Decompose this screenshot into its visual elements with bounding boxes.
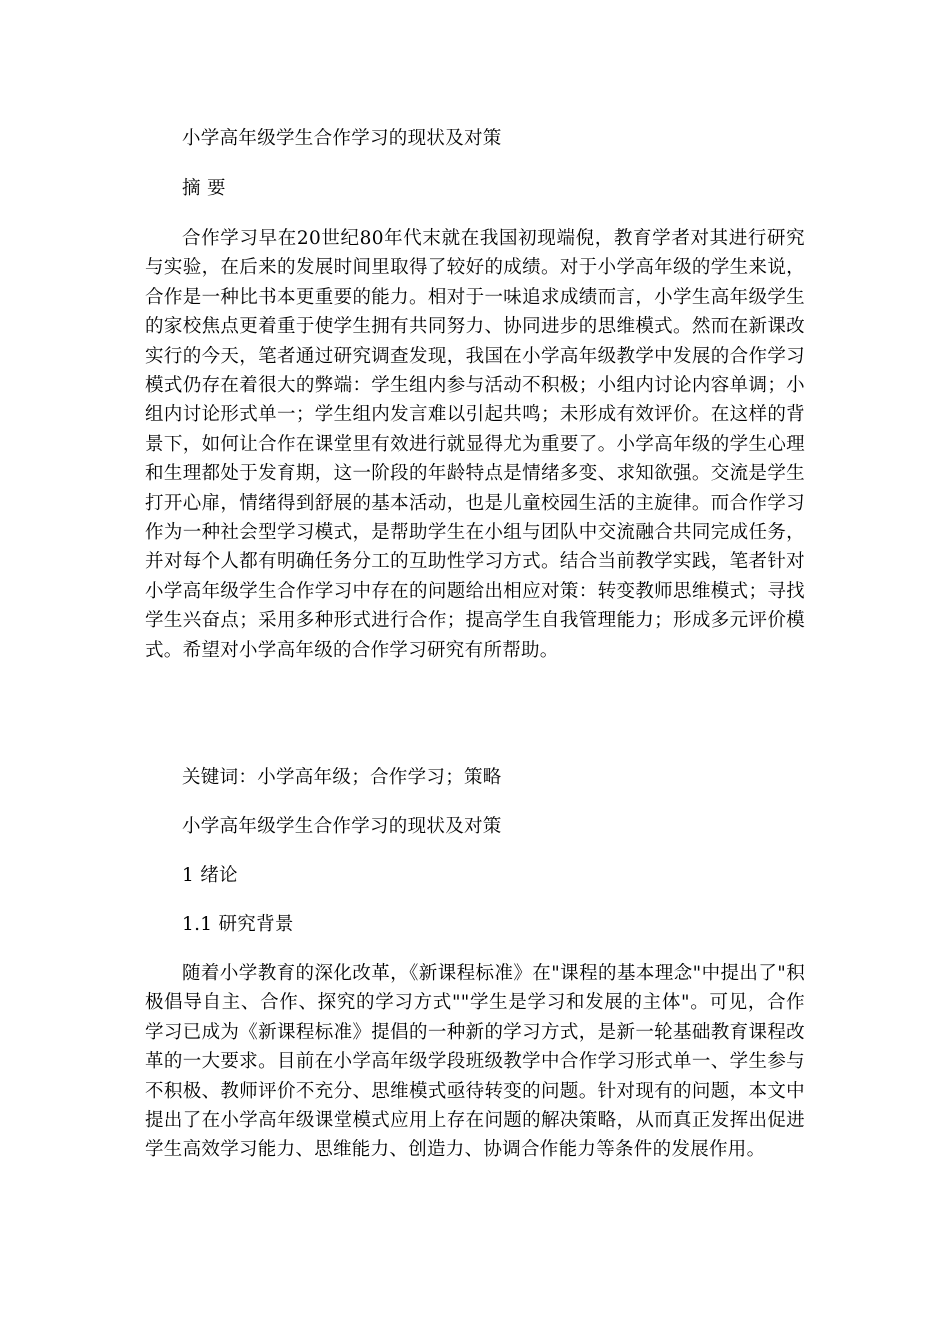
keywords-line: 关键词：小学高年级；合作学习；策略	[182, 767, 502, 788]
abstract-heading: 摘 要	[182, 178, 226, 199]
document-title: 小学高年级学生合作学习的现状及对策	[182, 128, 502, 149]
abstract-body: 合作学习早在20世纪80年代末就在我国初现端倪，教育学者对其进行研究与实验，在后来的发展时间里取得了较好的成绩。对于小学高年级的学生来说，合作是一种比书本更重要的能力。相对于一味追求成绩而言，小学生高年级学生的家校焦点更着重于使学生拥有共同努力、协同进步的思维模式。然而在新课改实行的今天，笔者通过研究调查发现，我国在小学高年级教学中发展的合作学习模式仍存在着很大的弊端：学生组内参与活动不积极；小组内讨论内容单调；小组内讨论形式单一；学生组内发言难以引起共鸣；未形成有效评价。在这样的背景下，如何让合作在课堂里有效进行就显得尤为重要了。小学高年级的学生心理和生理都处于发育期，这一阶段的年龄特点是情绪多变、求知欲强。交流是学生打开心扉，情绪得到舒展的基本活动，也是儿童校园生活的主旋律。而合作学习作为一种社会型学习模式，是帮助学生在小组与团队中交流融合共同完成任务，并对每个人都有明确任务分工的互助性学习方式。结合当前教学实践，笔者针对小学高年级学生合作学习中存在的问题给出相应对策：转变教师思维模式；寻找学生兴奋点；采用多种形式进行合作；提高学生自我管理能力；形成多元评价模式。希望对小学高年级的合作学习研究有所帮助。	[145, 228, 805, 661]
section-body: 随着小学教育的深化改革，《新课程标准》在"课程的基本理念"中提出了"积极倡导自主、合作、探究的学习方式""学生是学习和发展的主体"。可见，合作学习已成为《新课程标准》提倡的一种新的学习方式，是新一轮基础教育课程改革的一大要求。目前在小学高年级学段班级教学中合作学习形式单一、学生参与不积极、教师评价不充分、思维模式亟待转变的问题。针对现有的问题，本文中提出了在小学高年级课堂模式应用上存在问题的解决策略，从而真正发挥出促进学生高效学习能力、思维能力、创造力、协调合作能力等条件的发展作用。	[145, 963, 805, 1161]
chapter-heading: 1 绪论	[182, 865, 238, 886]
section-heading: 1.1 研究背景	[182, 914, 294, 935]
document-title-repeat: 小学高年级学生合作学习的现状及对策	[182, 816, 502, 837]
